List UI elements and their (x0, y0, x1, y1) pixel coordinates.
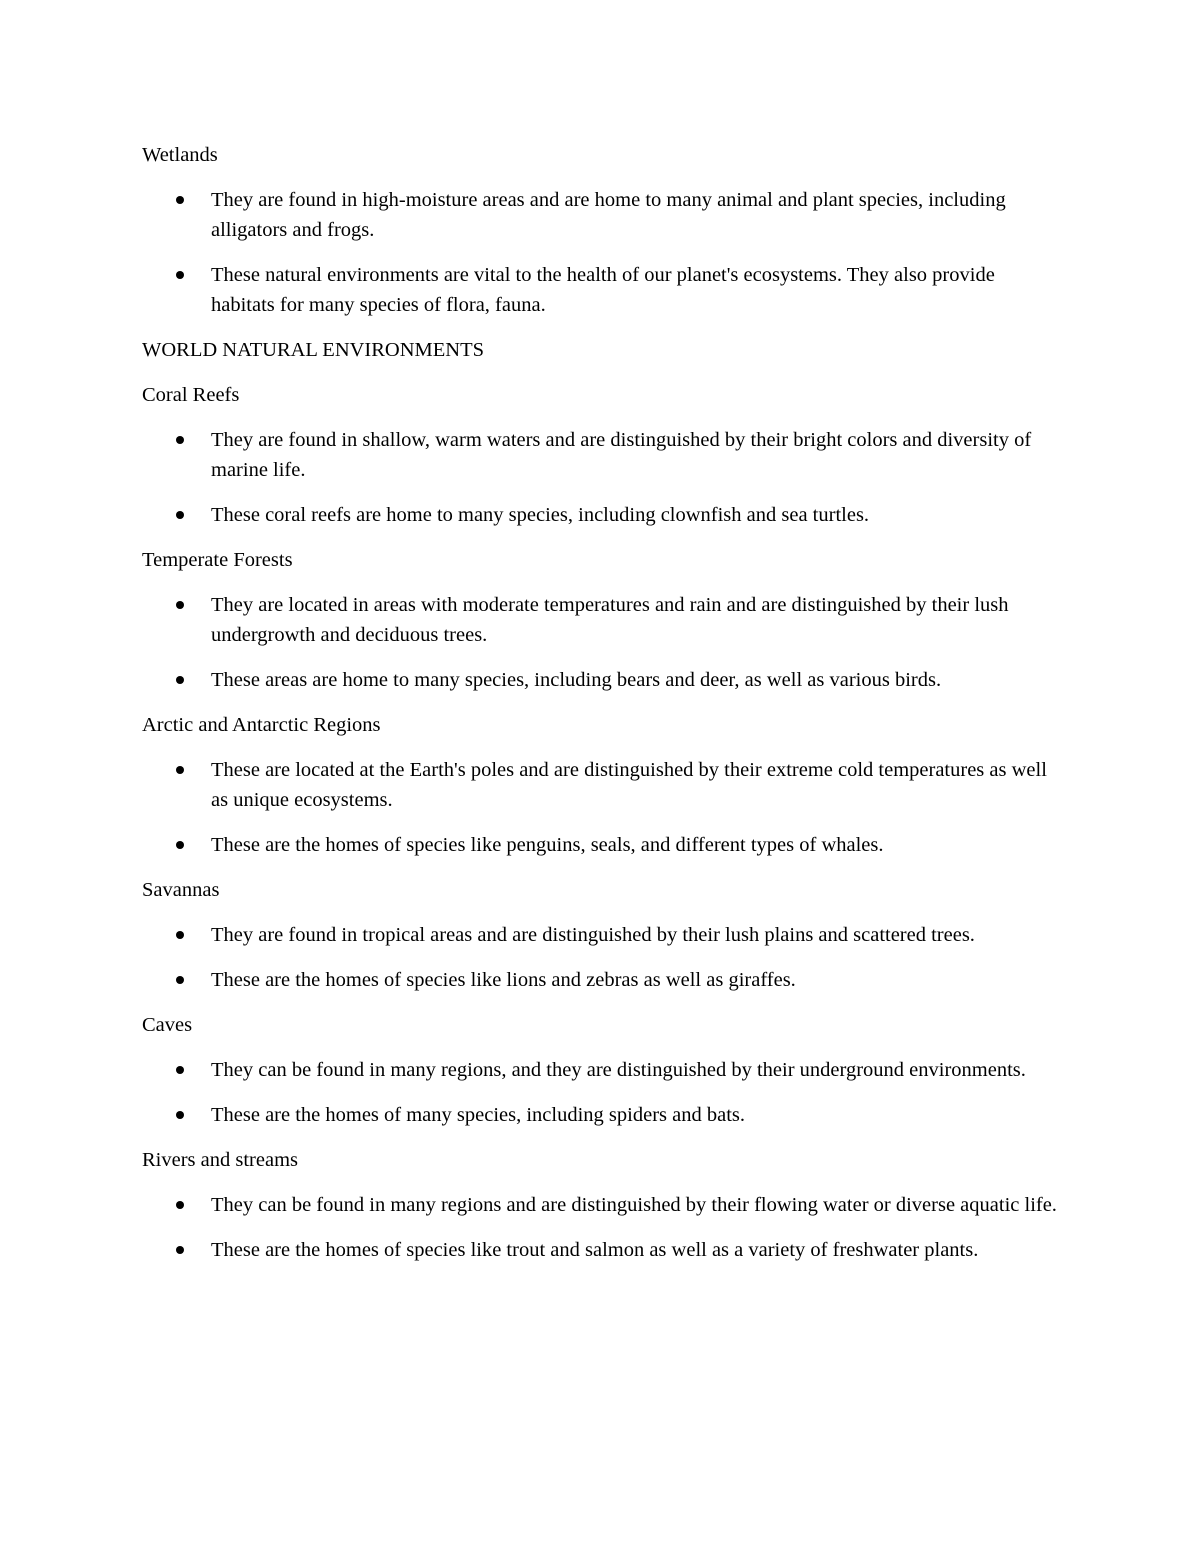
list-item (142, 755, 1061, 815)
bullet-list (142, 1055, 1060, 1130)
bullet-list (142, 920, 1060, 995)
bullet-list (142, 590, 1060, 695)
list-item (142, 260, 1061, 320)
section-heading: Rivers and streams (142, 1149, 298, 1171)
list-item-text: These natural environments are vital to the health of our planet's ecosystems. They also provide habitats for many species of flora, fauna. (211, 264, 995, 316)
bullet-icon (176, 511, 184, 519)
bullet-icon (176, 1066, 184, 1074)
section-heading: Arctic and Antarctic Regions (142, 714, 381, 736)
bullet-list (142, 185, 1060, 320)
section-heading: Savannas (142, 879, 220, 901)
bullet-icon (176, 271, 184, 279)
bullet-icon (176, 196, 184, 204)
bullet-icon (176, 766, 184, 774)
bullet-icon (176, 601, 184, 609)
section-heading: Temperate Forests (142, 549, 293, 571)
list-item-text: These coral reefs are home to many species, including clownfish and sea turtles. (211, 504, 870, 526)
list-item-text: These are the homes of species like penguins, seals, and different types of whales. (211, 834, 884, 856)
list-item (142, 665, 1061, 695)
list-item-text: They can be found in many regions and are distinguished by their flowing water or diverse aquatic life. (211, 1194, 1057, 1216)
bullet-icon (176, 1111, 184, 1119)
bullet-icon (176, 1246, 184, 1254)
list-item-text: They are found in shallow, warm waters and are distinguished by their bright colors and diversity of marine life. (211, 429, 1032, 481)
bullet-icon (176, 676, 184, 684)
bullet-list (142, 755, 1060, 860)
list-item (142, 1055, 1061, 1085)
list-item-text: These are located at the Earth's poles and are distinguished by their extreme cold temperatures as well as unique ecosystems. (211, 759, 1047, 811)
bullet-icon (176, 976, 184, 984)
list-item (142, 1190, 1061, 1220)
list-item-text: These are the homes of many species, including spiders and bats. (211, 1104, 745, 1126)
section-heading: Coral Reefs (142, 384, 240, 406)
list-item (142, 830, 1061, 860)
list-item (142, 590, 1061, 650)
list-item (142, 1235, 1061, 1265)
bullet-icon (176, 1201, 184, 1209)
section-heading: WORLD NATURAL ENVIRONMENTS (142, 339, 485, 361)
bullet-list (142, 1190, 1060, 1265)
list-item (142, 500, 1061, 530)
bullet-icon (176, 931, 184, 939)
list-item-text: These are the homes of species like trout and salmon as well as a variety of freshwater plants. (211, 1239, 979, 1261)
bullet-icon (176, 436, 184, 444)
list-item (142, 920, 1061, 950)
list-item (142, 1100, 1061, 1130)
list-item-text: They can be found in many regions, and they are distinguished by their underground environments. (211, 1059, 1026, 1081)
bullet-list (142, 425, 1060, 530)
section-heading: Caves (142, 1014, 193, 1036)
list-item-text: These areas are home to many species, including bears and deer, as well as various birds. (211, 669, 942, 691)
list-item-text: They are located in areas with moderate temperatures and rain and are distinguished by their lush undergrowth and deciduous trees. (211, 594, 1009, 646)
list-item-text: They are found in high-moisture areas and are home to many animal and plant species, including alligators and frogs. (211, 189, 1006, 241)
list-item (142, 425, 1061, 485)
list-item-text: These are the homes of species like lions and zebras as well as giraffes. (211, 969, 796, 991)
list-item (142, 185, 1061, 245)
list-item-text: They are found in tropical areas and are distinguished by their lush plains and scattered trees. (211, 924, 975, 946)
document-body (142, 140, 1060, 1265)
bullet-icon (176, 841, 184, 849)
list-item (142, 965, 1061, 995)
section-heading: Wetlands (142, 144, 218, 166)
